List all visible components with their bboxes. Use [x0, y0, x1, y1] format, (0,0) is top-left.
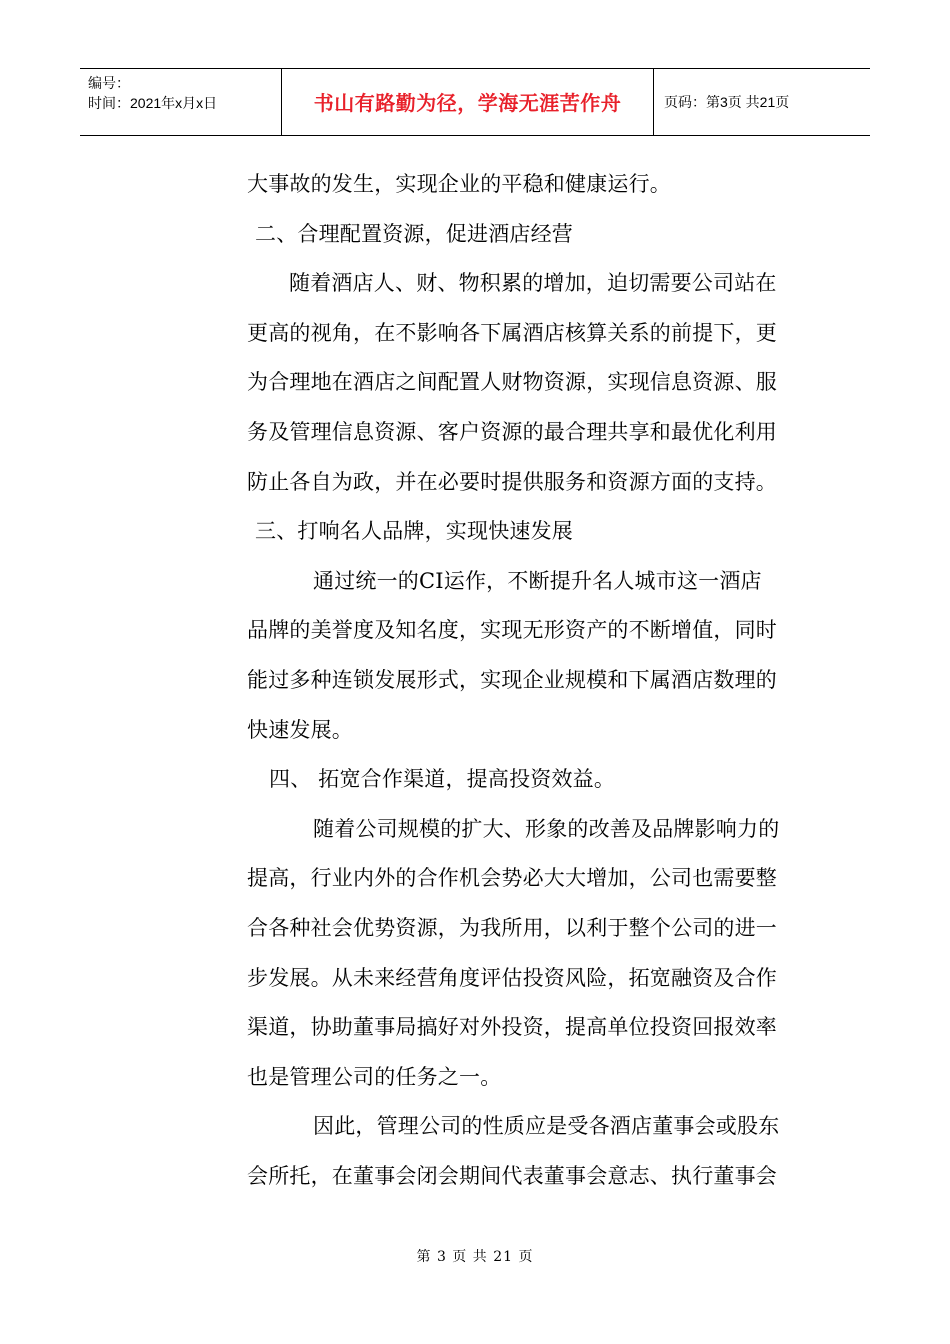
- body-line: 也是管理公司的任务之一。: [247, 1064, 502, 1089]
- section-heading: 四、 拓宽合作渠道，提高投资效益。: [269, 767, 616, 792]
- body-line: 随着酒店人、财、物积累的增加，迫切需要公司站在: [289, 271, 777, 296]
- doc-number-label: 编号：: [88, 75, 130, 91]
- body-line: 大事故的发生，实现企业的平稳和健康运行。: [247, 172, 671, 196]
- body-line: 更高的视角，在不影响各下属酒店核算关系的前提下，更: [247, 320, 777, 345]
- body-line: 会所托，在董事会闭会期间代表董事会意志、执行董事会: [247, 1163, 777, 1188]
- page-footer: 第 3 页 共 21 页: [416, 1249, 534, 1265]
- body-line: 为合理地在酒店之间配置人财物资源，实现信息资源、服: [247, 370, 777, 395]
- body-line: 因此，管理公司的性质应是受各酒店董事会或股东: [313, 1114, 780, 1139]
- body-line: 合各种社会优势资源，为我所用，以利于整个公司的进一: [247, 915, 777, 940]
- section-heading: 三、打响名人品牌，实现快速发展: [255, 519, 573, 544]
- header-motto: 书山有路勤为径，学海无涯苦作舟: [282, 69, 654, 135]
- header-meta: [80, 69, 282, 135]
- body-line: 品牌的美誉度及知名度，实现无形资产的不断增值，同时: [247, 618, 777, 643]
- body-line: 步发展。从未来经营角度评估投资风险，拓宽融资及合作: [247, 965, 777, 990]
- body-line: 务及管理信息资源、客户资源的最合理共享和最优化利用: [247, 419, 777, 444]
- body-line: 能过多种连锁发展形式，实现企业规模和下属酒店数理的: [247, 667, 777, 692]
- body-line: 快速发展。: [247, 717, 353, 742]
- page-header: [80, 68, 870, 136]
- document-body: [247, 160, 809, 1201]
- body-line: 提高，行业内外的合作机会势必大大增加，公司也需要整: [247, 866, 777, 891]
- time-label: 时间：2021年x月x日: [88, 95, 218, 111]
- body-line: 防止各自为政，并在必要时提供服务和资源方面的支持。: [247, 469, 777, 494]
- body-line: 随着公司规模的扩大、形象的改善及品牌影响力的: [313, 816, 780, 841]
- body-line: 渠道，协助董事局搞好对外投资，提高单位投资回报效率: [247, 1015, 777, 1040]
- section-heading: 二、合理配置资源，促进酒店经营: [255, 221, 573, 246]
- body-line: 通过统一的CI运作，不断提升名人城市这一酒店: [313, 568, 762, 593]
- header-page-code: 页码：第3页 共21页: [664, 94, 790, 110]
